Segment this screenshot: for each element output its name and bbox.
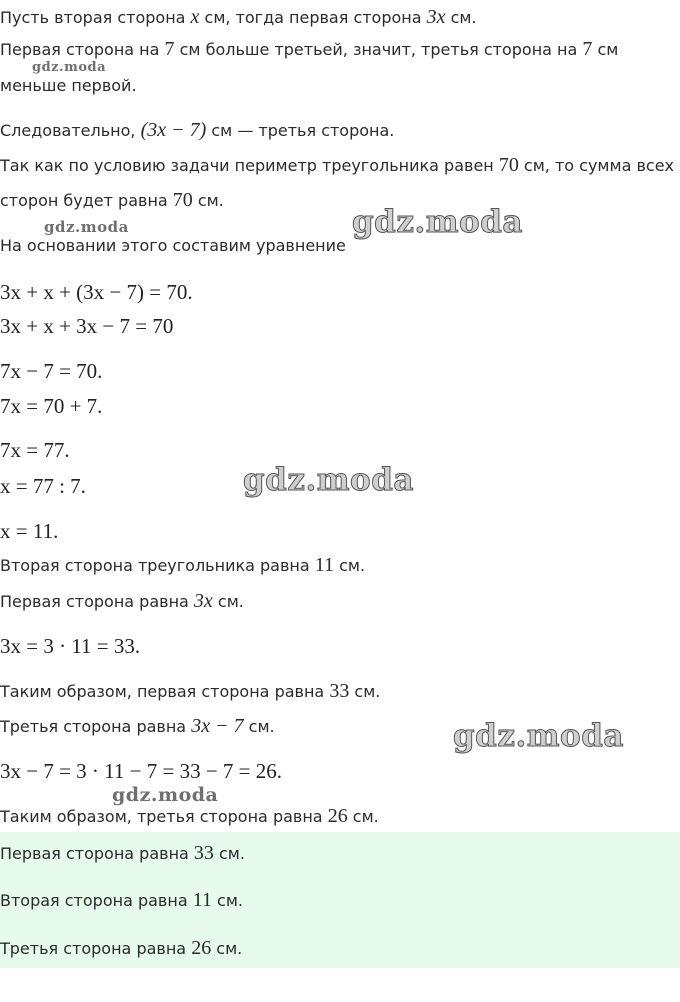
solution-line-3: меньше первой. xyxy=(0,76,137,95)
watermark-logo: gdz.moda xyxy=(32,60,107,75)
equation-3: 7x − 7 = 70. xyxy=(0,359,103,383)
solution-line-1: Пусть вторая сторона x см, тогда первая сторона 3x см. xyxy=(0,6,477,28)
answer-line-2: Вторая сторона равна 11 см. xyxy=(0,889,244,911)
solution-line-2: Первая сторона на 7 см больше третьей, значит, третья сторона на 7 см xyxy=(0,38,619,60)
watermark-logo: gdz.moda xyxy=(44,218,129,236)
equation-2: 3x + x + 3x − 7 = 70 xyxy=(0,314,174,338)
solution-line-7: На основании этого составим уравнение xyxy=(0,236,346,255)
watermark-logo: gdz.moda xyxy=(453,718,624,754)
solution-line-12: Таким образом, третья сторона равна 26 см. xyxy=(0,805,379,827)
solution-line-8: Вторая сторона треугольника равна 11 см. xyxy=(0,554,366,576)
solution-line-6: сторон будет равна 70 см. xyxy=(0,189,224,211)
answer-line-3: Третья сторона равна 26 см. xyxy=(0,937,243,959)
equation-6: x = 77 : 7. xyxy=(0,474,86,498)
solution-line-9: Первая сторона равна 3x см. xyxy=(0,590,244,612)
watermark-logo: gdz.moda xyxy=(112,784,219,806)
watermark-logo: gdz.moda xyxy=(243,462,414,498)
equation-5: 7x = 77. xyxy=(0,438,70,462)
equation-9: 3x − 7 = 3 · 11 − 7 = 33 − 7 = 26. xyxy=(0,759,283,783)
solution-line-4: Следовательно, (3x − 7) см — третья сторона. xyxy=(0,119,395,141)
equation-7: x = 11. xyxy=(0,519,59,543)
equation-1: 3x + x + (3x − 7) = 70. xyxy=(0,280,193,304)
solution-line-11: Третья сторона равна 3x − 7 см. xyxy=(0,715,275,737)
equation-4: 7x = 70 + 7. xyxy=(0,394,103,418)
solution-line-5: Так как по условию задачи периметр треугольника равен 70 см, то сумма всех xyxy=(0,154,674,176)
watermark-logo: gdz.moda xyxy=(352,204,523,240)
equation-8: 3x = 3 · 11 = 33. xyxy=(0,634,141,658)
answer-line-1: Первая сторона равна 33 см. xyxy=(0,842,245,864)
solution-line-10: Таким образом, первая сторона равна 33 см. xyxy=(0,680,381,702)
